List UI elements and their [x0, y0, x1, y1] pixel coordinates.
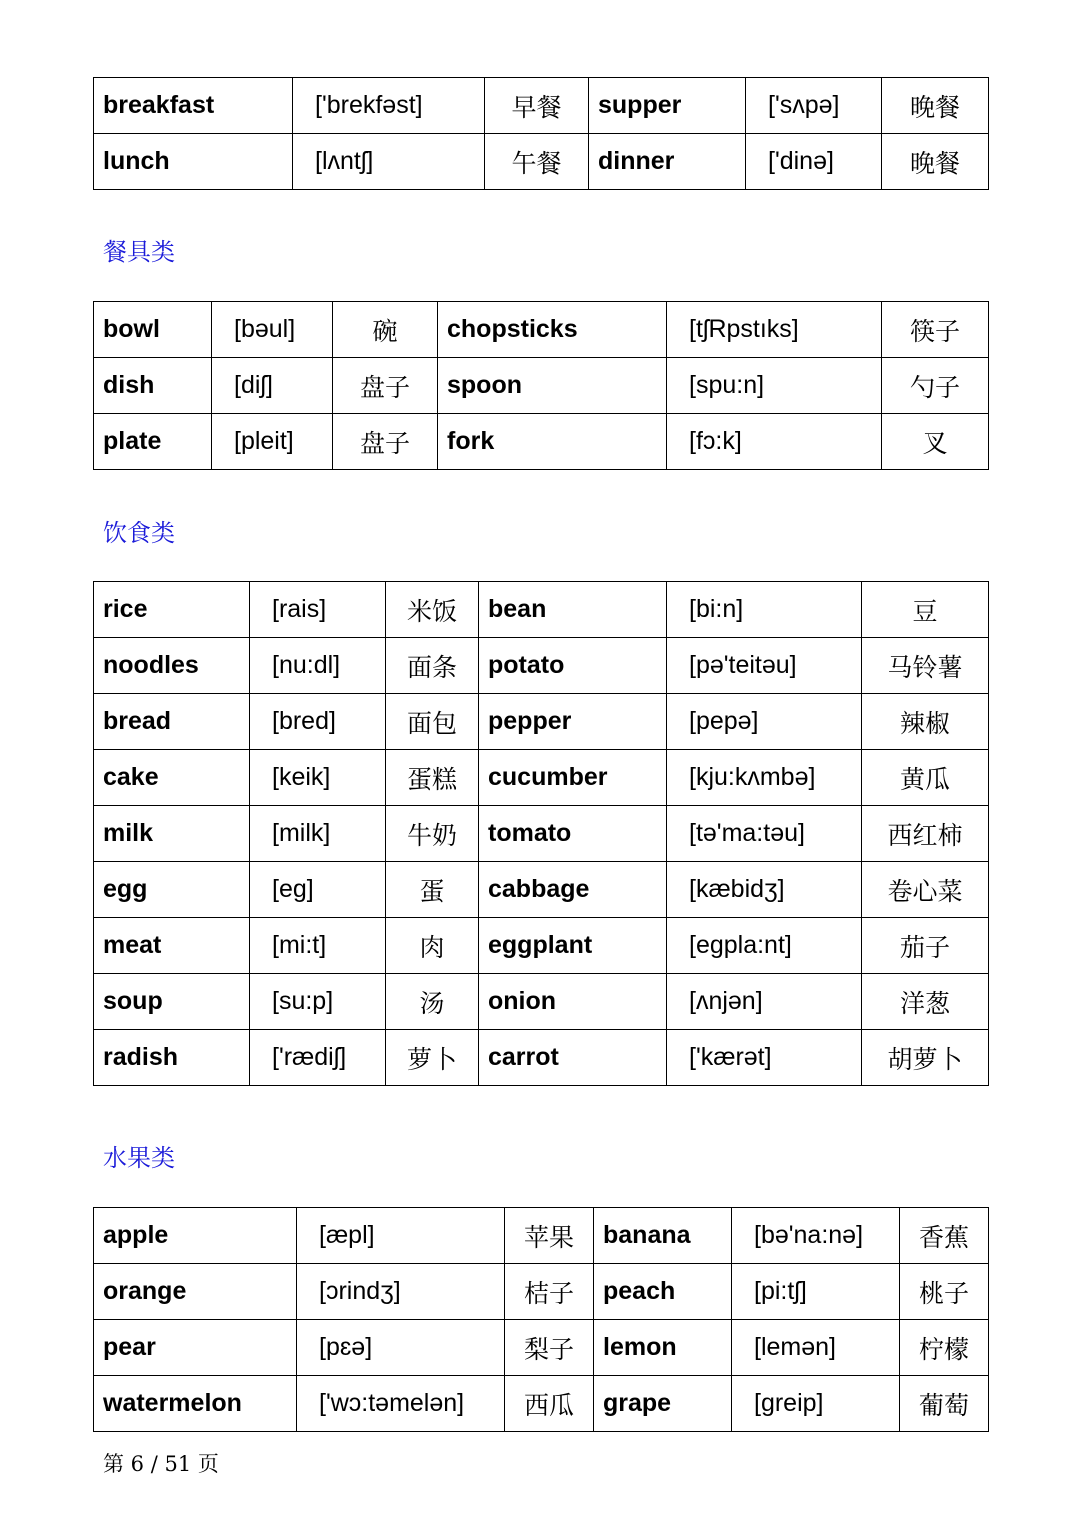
table-row: [94, 750, 989, 806]
tableware-table-body: [94, 302, 989, 470]
word-cell: bowl: [94, 302, 212, 358]
phonetic-cell: [pɛə]: [297, 1320, 505, 1376]
word-cell: rice: [94, 582, 250, 638]
word-cell: pepper: [479, 694, 667, 750]
section-heading-fruit: 水果类: [103, 1144, 175, 1172]
phonetic-cell: [lʌntʃ]: [293, 134, 485, 190]
word-cell: radish: [94, 1030, 250, 1086]
table-row: [94, 134, 989, 190]
phonetic-cell: [keik]: [250, 750, 386, 806]
meaning-cell: 西瓜: [505, 1376, 594, 1432]
meaning-cell: 香蕉: [900, 1208, 989, 1264]
table-row: [94, 358, 989, 414]
phonetic-cell: [su:p]: [250, 974, 386, 1030]
word-cell: plate: [94, 414, 212, 470]
tableware-table: [93, 301, 989, 470]
word-cell: dish: [94, 358, 212, 414]
phonetic-cell: [rais]: [250, 582, 386, 638]
section-heading-food: 饮食类: [103, 519, 175, 547]
word-cell: watermelon: [94, 1376, 297, 1432]
word-cell: noodles: [94, 638, 250, 694]
meaning-cell: 盘子: [333, 414, 438, 470]
meaning-cell: 萝卜: [386, 1030, 479, 1086]
table-row: [94, 78, 989, 134]
word-cell: chopsticks: [438, 302, 667, 358]
meaning-cell: 汤: [386, 974, 479, 1030]
word-cell: meat: [94, 918, 250, 974]
table-row: [94, 1320, 989, 1376]
meaning-cell: 肉: [386, 918, 479, 974]
word-cell: tomato: [479, 806, 667, 862]
phonetic-cell: [milk]: [250, 806, 386, 862]
meaning-cell: 晚餐: [882, 134, 989, 190]
table-row: [94, 806, 989, 862]
phonetic-cell: [kju:kʌmbə]: [667, 750, 862, 806]
phonetic-cell: ['kærət]: [667, 1030, 862, 1086]
meaning-cell: 蛋糕: [386, 750, 479, 806]
phonetic-cell: ['brekfəst]: [293, 78, 485, 134]
meaning-cell: 黄瓜: [862, 750, 989, 806]
word-cell: egg: [94, 862, 250, 918]
meaning-cell: 梨子: [505, 1320, 594, 1376]
word-cell: peach: [594, 1264, 732, 1320]
phonetic-cell: [pə'teitəu]: [667, 638, 862, 694]
word-cell: banana: [594, 1208, 732, 1264]
word-cell: supper: [589, 78, 746, 134]
table-row: [94, 1264, 989, 1320]
phonetic-cell: [diʃ]: [212, 358, 333, 414]
page-footer: 第 6 / 51 页: [103, 1452, 219, 1476]
phonetic-cell: [nu:dl]: [250, 638, 386, 694]
meaning-cell: 蛋: [386, 862, 479, 918]
word-cell: breakfast: [94, 78, 293, 134]
meaning-cell: 叉: [882, 414, 989, 470]
table-row: [94, 638, 989, 694]
meaning-cell: 西红柿: [862, 806, 989, 862]
meaning-cell: 苹果: [505, 1208, 594, 1264]
word-cell: lemon: [594, 1320, 732, 1376]
meaning-cell: 马铃薯: [862, 638, 989, 694]
meaning-cell: 葡萄: [900, 1376, 989, 1432]
phonetic-cell: [pleit]: [212, 414, 333, 470]
phonetic-cell: [pepə]: [667, 694, 862, 750]
word-cell: carrot: [479, 1030, 667, 1086]
word-cell: lunch: [94, 134, 293, 190]
phonetic-cell: ['wɔ:təmelən]: [297, 1376, 505, 1432]
phonetic-cell: [bred]: [250, 694, 386, 750]
phonetic-cell: [greip]: [732, 1376, 900, 1432]
word-cell: bean: [479, 582, 667, 638]
word-cell: apple: [94, 1208, 297, 1264]
word-cell: pear: [94, 1320, 297, 1376]
meaning-cell: 勺子: [882, 358, 989, 414]
word-cell: fork: [438, 414, 667, 470]
meaning-cell: 面条: [386, 638, 479, 694]
word-cell: bread: [94, 694, 250, 750]
table-row: [94, 582, 989, 638]
table-row: [94, 974, 989, 1030]
fruit-table: [93, 1207, 989, 1432]
meaning-cell: 胡萝卜: [862, 1030, 989, 1086]
word-cell: orange: [94, 1264, 297, 1320]
word-cell: grape: [594, 1376, 732, 1432]
word-cell: milk: [94, 806, 250, 862]
meaning-cell: 盘子: [333, 358, 438, 414]
phonetic-cell: [eɡ]: [250, 862, 386, 918]
meaning-cell: 午餐: [485, 134, 589, 190]
meaning-cell: 米饭: [386, 582, 479, 638]
meaning-cell: 洋葱: [862, 974, 989, 1030]
meaning-cell: 晚餐: [882, 78, 989, 134]
meaning-cell: 桃子: [900, 1264, 989, 1320]
word-cell: onion: [479, 974, 667, 1030]
word-cell: cabbage: [479, 862, 667, 918]
phonetic-cell: [lemən]: [732, 1320, 900, 1376]
meaning-cell: 卷心菜: [862, 862, 989, 918]
table-row: [94, 1030, 989, 1086]
meaning-cell: 碗: [333, 302, 438, 358]
table-row: [94, 1376, 989, 1432]
meals-table: [93, 77, 989, 190]
table-row: [94, 1208, 989, 1264]
table-row: [94, 862, 989, 918]
table-row: [94, 302, 989, 358]
table-row: [94, 918, 989, 974]
meaning-cell: 早餐: [485, 78, 589, 134]
word-cell: eggplant: [479, 918, 667, 974]
meaning-cell: 面包: [386, 694, 479, 750]
meaning-cell: 柠檬: [900, 1320, 989, 1376]
meaning-cell: 辣椒: [862, 694, 989, 750]
table-row: [94, 414, 989, 470]
meaning-cell: 桔子: [505, 1264, 594, 1320]
word-cell: soup: [94, 974, 250, 1030]
phonetic-cell: [tə'ma:təu]: [667, 806, 862, 862]
phonetic-cell: [egpla:nt]: [667, 918, 862, 974]
phonetic-cell: [ɔrindʒ]: [297, 1264, 505, 1320]
food-table: [93, 581, 989, 1086]
phonetic-cell: [tʃRpstıks]: [667, 302, 882, 358]
word-cell: dinner: [589, 134, 746, 190]
phonetic-cell: [ʌnjən]: [667, 974, 862, 1030]
phonetic-cell: [fɔ:k]: [667, 414, 882, 470]
phonetic-cell: [bəul]: [212, 302, 333, 358]
section-heading-tableware: 餐具类: [103, 238, 175, 266]
phonetic-cell: [mi:t]: [250, 918, 386, 974]
phonetic-cell: [spu:n]: [667, 358, 882, 414]
meaning-cell: 茄子: [862, 918, 989, 974]
phonetic-cell: [bi:n]: [667, 582, 862, 638]
meaning-cell: 牛奶: [386, 806, 479, 862]
word-cell: potato: [479, 638, 667, 694]
phonetic-cell: [pi:tʃ]: [732, 1264, 900, 1320]
phonetic-cell: [kæbidʒ]: [667, 862, 862, 918]
food-table-body: [94, 582, 989, 1086]
meaning-cell: 筷子: [882, 302, 989, 358]
word-cell: spoon: [438, 358, 667, 414]
word-cell: cucumber: [479, 750, 667, 806]
table-row: [94, 694, 989, 750]
fruit-table-body: [94, 1208, 989, 1432]
phonetic-cell: [æpl]: [297, 1208, 505, 1264]
meaning-cell: 豆: [862, 582, 989, 638]
phonetic-cell: ['rædiʃ]: [250, 1030, 386, 1086]
phonetic-cell: ['sʌpə]: [746, 78, 882, 134]
phonetic-cell: [bə'na:nə]: [732, 1208, 900, 1264]
meals-table-body: [94, 78, 989, 190]
phonetic-cell: ['dinə]: [746, 134, 882, 190]
word-cell: cake: [94, 750, 250, 806]
